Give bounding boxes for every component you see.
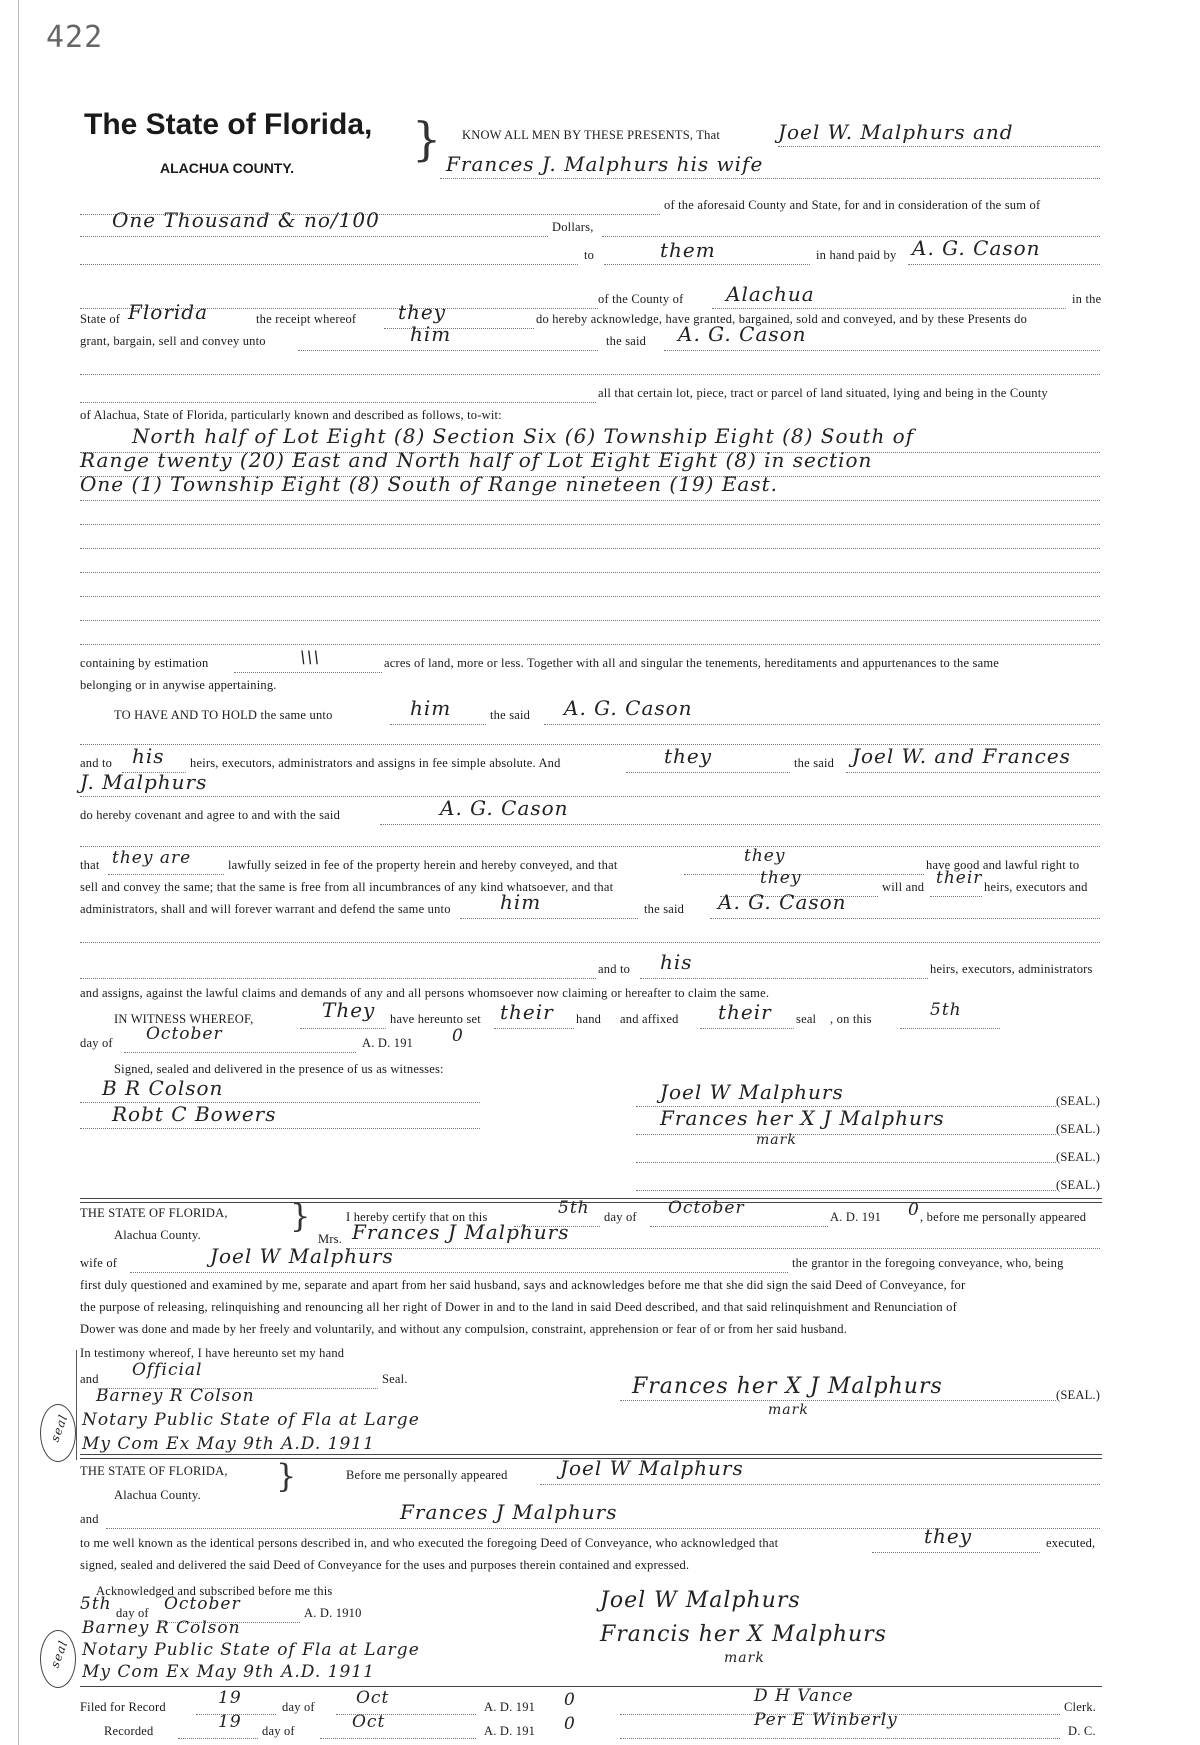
recorded-ad: A. D. 191 (484, 1724, 536, 1738)
ack2-county: Alachua County. (114, 1488, 201, 1502)
witness-their1: their (500, 1000, 554, 1024)
seal-label-4: (SEAL.) (1056, 1178, 1101, 1192)
covenant-with: A. G. Cason (440, 796, 569, 820)
ack1-notary-title: Notary Public State of Fla at Large (82, 1410, 420, 1430)
in-witness: IN WITNESS WHEREOF, (114, 1012, 254, 1026)
ack1-official: Official (132, 1360, 203, 1380)
witness-who: They (322, 998, 376, 1022)
that-label: that (80, 858, 100, 872)
witness-ad: A. D. 191 (362, 1036, 414, 1050)
filed-label: Filed for Record (80, 1700, 166, 1714)
heirs-exec2: heirs, executors, administrators (930, 962, 1093, 976)
ack1-certify: I hereby certify that on this (346, 1210, 488, 1224)
ack1-mark: mark (768, 1402, 809, 1418)
payer: A. G. Cason (912, 236, 1041, 260)
habendum-unto: him (410, 696, 452, 720)
grantors-b: J. Malphurs (80, 770, 208, 794)
ack1-wife-of: wife of (80, 1256, 118, 1270)
state-title: The State of Florida, (84, 108, 373, 141)
witness-day-of: day of (80, 1036, 113, 1050)
ack1-para1: first duly questioned and examined by me, separate and apart from her said husband, says and acknowledges before me that she did sign the said Deed of Conveyance, for (80, 1278, 966, 1292)
filed-month: Oct (356, 1688, 390, 1708)
ack1-seal-stamp: seal (40, 1404, 76, 1462)
ack2-acknowledged: Acknowledged and subscribed before me this (96, 1584, 333, 1598)
belonging-text: belonging or in anywise appertaining. (80, 678, 277, 692)
witness-on-this: , on this (830, 1012, 872, 1026)
ack2-state: THE STATE OF FLORIDA, (80, 1464, 228, 1478)
grantee-name: A. G. Cason (678, 322, 807, 346)
and-who: they (664, 744, 713, 768)
ack2-notary-title: Notary Public State of Fla at Large (82, 1640, 420, 1660)
in-hand-paid-by: in hand paid by (816, 248, 897, 262)
ack1-seal-label: (SEAL.) (1056, 1388, 1101, 1402)
witness-day: 5th (930, 1000, 962, 1020)
ack2-ad: A. D. 1910 (304, 1606, 362, 1620)
witness-1: B R Colson (102, 1076, 224, 1100)
defend-unto: him (500, 890, 542, 914)
seal-label-2: (SEAL.) (1056, 1122, 1101, 1136)
ack1-notary-comm: My Com Ex May 9th A.D. 1911 (82, 1434, 375, 1454)
seal-label-1: (SEAL.) (1056, 1094, 1101, 1108)
signature-1: Joel W Malphurs (660, 1080, 844, 1104)
and-assigns: and assigns, against the lawful claims and demands of any and all persons whomsoever now claiming or hereafter to claim the same. (80, 986, 770, 1000)
to-have-and-to-hold: TO HAVE AND TO HOLD the same unto (114, 708, 333, 722)
description-line1: North half of Lot Eight (8) Section Six (6) Township Eight (8) South of (132, 424, 915, 448)
ack2-before-me: Before me personally appeared (346, 1468, 508, 1482)
header-brace: } (412, 112, 442, 166)
description-line3: One (1) Township Eight (8) South of Range nineteen (19) East. (80, 472, 779, 496)
administrators-text: administrators, shall and will forever warrant and defend the same unto (80, 902, 451, 916)
heirs-text: heirs, executors, administrators and assigns in fee simple absolute. And (190, 756, 561, 770)
filed-ad: A. D. 191 (484, 1700, 536, 1714)
dollars-label: Dollars, (552, 220, 594, 234)
county-value: Alachua (726, 282, 815, 306)
habendum-the-said3: the said (644, 902, 685, 916)
clerk-signature: D H Vance (754, 1686, 854, 1706)
section-rule-3 (80, 1686, 1102, 1687)
description-line2: Range twenty (20) East and North half of Lot Eight Eight (8) in section (80, 448, 873, 472)
ack1-day: 5th (558, 1198, 590, 1218)
heirs-of: his (132, 744, 165, 768)
convey-unto: him (410, 322, 452, 346)
warrant-by: they (760, 868, 802, 888)
ack1-husband: Joel W Malphurs (210, 1244, 394, 1268)
and-to2: and to (598, 962, 631, 976)
ack1-state: THE STATE OF FLORIDA, (80, 1206, 228, 1220)
right-by: they (744, 846, 786, 866)
ack2-sig2: Francis her X Malphurs (600, 1622, 887, 1647)
ack1-ad: A. D. 191 (830, 1210, 882, 1224)
ack1-and: and (80, 1372, 99, 1386)
will-and: will and (882, 880, 925, 894)
consideration-amount: One Thousand & no/100 (112, 208, 380, 232)
witness-seal: seal (796, 1012, 817, 1026)
in-the: in the (1072, 292, 1102, 306)
grantors-line2: Frances J. Malphurs his wife (446, 152, 764, 176)
ack1-county: Alachua County. (114, 1228, 201, 1242)
ack2-notary-comm: My Com Ex May 9th A.D. 1911 (82, 1662, 375, 1682)
ack2-day-of: day of (116, 1606, 149, 1620)
ack1-para3: Dower was done and made by her freely and voluntarily, and without any compulsion, constraint, apprehension or fear of or from her said husband. (80, 1322, 848, 1336)
ack1-day-of: day of (604, 1210, 637, 1224)
ack1-month: October (668, 1198, 745, 1218)
ack2-executed: executed, (1046, 1536, 1096, 1550)
filed-day-of: day of (282, 1700, 315, 1714)
covenant-text: do hereby covenant and agree to and with the said (80, 808, 341, 822)
ack1-testimony: In testimony whereof, I have hereunto set my hand (80, 1346, 345, 1360)
sell-convey: sell and convey the same; that the same is free from all incumbrances of any kind whatsoever, and that (80, 880, 614, 894)
habendum-the-said2: the said (794, 756, 835, 770)
habendum-grantee: A. G. Cason (564, 696, 693, 720)
ack1-bracket (76, 1350, 83, 1460)
dc-label: D. C. (1068, 1724, 1096, 1738)
ack2-notary-name: Barney R Colson (82, 1618, 241, 1638)
ack2-para2: signed, sealed and delivered the said Deed of Conveyance for the uses and purposes therein contained and expressed. (80, 1558, 690, 1572)
and-affixed: and affixed (620, 1012, 679, 1026)
ack2-seal-stamp: seal (40, 1630, 76, 1688)
receipt-whereof: the receipt whereof (256, 312, 357, 326)
recorded-day-of: day of (262, 1724, 295, 1738)
grantors-line1: Joel W. Malphurs and (778, 120, 1014, 144)
grant-bargain: grant, bargain, sell and convey unto (80, 334, 266, 348)
all-that-certain: all that certain lot, piece, tract or parcel of land situated, lying and being in the County (598, 386, 1048, 400)
acres-text: acres of land, more or less. Together with all and singular the tenements, hereditaments and appurtenances to the same (384, 656, 1000, 670)
state-value: Florida (128, 300, 208, 324)
have-good: have good and lawful right to (926, 858, 1080, 872)
ack1-before-me: , before me personally appeared (920, 1210, 1087, 1224)
witness-2: Robt C Bowers (112, 1102, 277, 1126)
acknowledge-text: do hereby acknowledge, have granted, bargained, sold and conveyed, and by these Presents do (536, 312, 1028, 326)
receipt-by: they (398, 300, 447, 324)
ack1-signature: Frances her X J Malphurs (632, 1374, 943, 1399)
ack2-day: 5th (80, 1594, 112, 1614)
fold-line (18, 0, 19, 1745)
the-said: the said (606, 334, 647, 348)
grantors-a: Joel W. and Frances (852, 744, 1071, 768)
witness-their2: their (718, 1000, 772, 1024)
signature-2: Frances her X J Malphurs (660, 1106, 945, 1130)
page-number: 422 (46, 20, 104, 55)
to-whom: them (660, 238, 716, 262)
containing-by-estimation: containing by estimation (80, 656, 209, 670)
filed-year-digit: 0 (564, 1690, 576, 1710)
of-alachua: of Alachua, State of Florida, particularly known and described as follows, to-wit: (80, 408, 502, 422)
ack2-sig1: Joel W Malphurs (600, 1588, 801, 1613)
to-label: to (584, 248, 595, 262)
recorded-year-digit: 0 (564, 1714, 576, 1734)
ack2-para1: to me well known as the identical persons described in, and who executed the foregoing Deed of Conveyance, who acknowledged that (80, 1536, 779, 1550)
habendum-the-said: the said (490, 708, 531, 722)
seized-by: they are (112, 848, 192, 868)
ack2-who: they (924, 1524, 973, 1548)
signed-sealed: Signed, sealed and delivered in the presence of us as witnesses: (114, 1062, 444, 1076)
their-heirs: their (936, 868, 983, 888)
ack1-para2: the purpose of releasing, relinquishing and renouncing all her right of Dower in and to the land in said Deed described, and that said relinquishment and Renunciation of (80, 1300, 957, 1314)
ack1-brace: } (290, 1197, 311, 1235)
of-aforesaid: of the aforesaid County and State, for and in consideration of the sum of (664, 198, 1041, 212)
dc-signature: Per E Winberly (754, 1710, 898, 1730)
ack1-year-digit: 0 (908, 1200, 920, 1220)
ack2-person1: Joel W Malphurs (560, 1456, 744, 1480)
heirs-exec: heirs, executors and (984, 880, 1088, 894)
know-all-men: KNOW ALL MEN BY THESE PRESENTS, That (462, 128, 721, 142)
ack2-brace: } (276, 1457, 297, 1495)
ack1-notary-name: Barney R Colson (96, 1386, 255, 1406)
signature-2-mark: mark (756, 1132, 797, 1148)
recorded-label: Recorded (104, 1724, 154, 1738)
section-rule-1 (80, 1198, 1102, 1203)
and-to: and to (80, 756, 113, 770)
ack2-mark: mark (724, 1650, 765, 1666)
ack2-and: and (80, 1512, 99, 1526)
of-county-of: of the County of (598, 292, 684, 306)
ack1-seal: Seal. (382, 1372, 408, 1386)
ack1-grantor-text: the grantor in the foregoing conveyance, who, being (792, 1256, 1064, 1270)
witness-hand: hand (576, 1012, 602, 1026)
recorded-month: Oct (352, 1712, 386, 1732)
defend-grantee: A. G. Cason (718, 890, 847, 914)
witness-year-digit: 0 (452, 1026, 464, 1046)
county-heading: ALACHUA COUNTY. (160, 160, 295, 176)
ack2-person2: Frances J Malphurs (400, 1500, 618, 1524)
seal-label-3: (SEAL.) (1056, 1150, 1101, 1164)
state-of: State of (80, 312, 121, 326)
have-hereunto-set: have hereunto set (390, 1012, 481, 1026)
acreage-value: \\\ (300, 648, 321, 668)
ack1-mrs: Mrs. (318, 1232, 343, 1246)
heirs-of2: his (660, 950, 693, 974)
ack2-month: October (164, 1594, 241, 1614)
recorded-day: 19 (218, 1712, 242, 1732)
clerk-label: Clerk. (1064, 1700, 1097, 1714)
witness-month: October (146, 1024, 223, 1044)
ack1-mrs-name: Frances J Malphurs (352, 1220, 570, 1244)
filed-day: 19 (218, 1688, 242, 1708)
seized-text: lawfully seized in fee of the property herein and hereby conveyed, and that (228, 858, 618, 872)
